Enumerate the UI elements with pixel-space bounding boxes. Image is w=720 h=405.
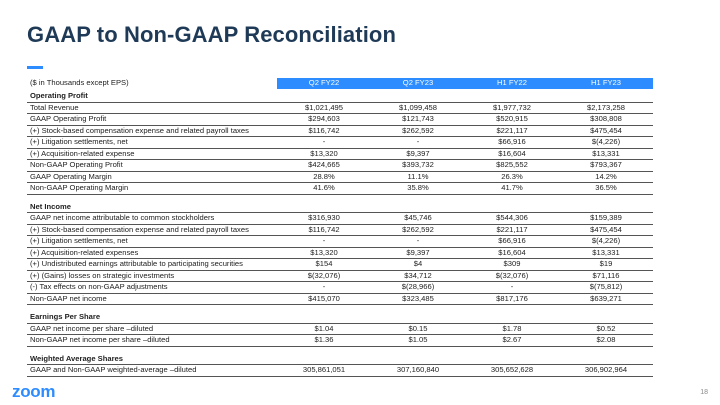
row-value: $309 <box>465 259 559 271</box>
row-value: $415,070 <box>277 293 371 305</box>
row-value: $793,367 <box>559 160 653 172</box>
column-header: Q2 FY23 <box>371 78 465 89</box>
row-value: 28.8% <box>277 171 371 183</box>
table-row <box>27 137 653 149</box>
column-header: Q2 FY22 <box>277 78 371 89</box>
table-row <box>27 102 653 114</box>
table-row <box>27 148 653 160</box>
row-value: $116,742 <box>277 125 371 137</box>
row-value: $(4,226) <box>559 236 653 248</box>
row-label: Non-GAAP Operating Profit <box>27 160 277 172</box>
row-value: - <box>371 137 465 149</box>
row-value: - <box>371 236 465 248</box>
row-value: $0.15 <box>371 323 465 335</box>
row-value: 26.3% <box>465 171 559 183</box>
row-label: (+) (Gains) losses on strategic investments <box>27 270 277 282</box>
row-label: (+) Litigation settlements, net <box>27 236 277 248</box>
row-label: Total Revenue <box>27 102 277 114</box>
row-value: $16,604 <box>465 247 559 259</box>
row-value: $221,117 <box>465 224 559 236</box>
row-label: GAAP and Non-GAAP weighted-average –diluted <box>27 365 277 377</box>
row-value: $71,116 <box>559 270 653 282</box>
row-value: $1,977,732 <box>465 102 559 114</box>
title-accent-rule <box>27 66 43 69</box>
table-row <box>27 171 653 183</box>
table-row <box>27 183 653 195</box>
row-value: $1,021,495 <box>277 102 371 114</box>
row-value: $639,271 <box>559 293 653 305</box>
row-label: Non-GAAP net income per share –diluted <box>27 335 277 347</box>
row-label: Non-GAAP Operating Margin <box>27 183 277 195</box>
row-value: 36.5% <box>559 183 653 195</box>
row-value: $393,732 <box>371 160 465 172</box>
row-value: $520,915 <box>465 114 559 126</box>
row-value: $1,099,458 <box>371 102 465 114</box>
row-value: $(75,812) <box>559 282 653 294</box>
table-row <box>27 365 653 377</box>
row-value: $0.52 <box>559 323 653 335</box>
row-value: $262,592 <box>371 224 465 236</box>
row-value: 41.7% <box>465 183 559 195</box>
row-label: (+) Stock-based compensation expense and related payroll taxes <box>27 125 277 137</box>
zoom-logo: zoom <box>12 382 56 401</box>
row-value: - <box>277 137 371 149</box>
table-row <box>27 282 653 294</box>
row-value: $159,389 <box>559 213 653 225</box>
row-value: 305,861,051 <box>277 365 371 377</box>
table-row <box>27 160 653 172</box>
row-value: $262,592 <box>371 125 465 137</box>
row-value: $9,397 <box>371 247 465 259</box>
table-row <box>27 125 653 137</box>
row-value: 305,652,628 <box>465 365 559 377</box>
row-label: (+) Stock-based compensation expense and related payroll taxes <box>27 224 277 236</box>
row-value: $475,454 <box>559 224 653 236</box>
row-value: $221,117 <box>465 125 559 137</box>
section-heading: Weighted Average Shares <box>27 352 653 365</box>
row-value: $(28,966) <box>371 282 465 294</box>
reconciliation-table-container <box>27 78 653 377</box>
row-value: $13,320 <box>277 247 371 259</box>
row-value: $323,485 <box>371 293 465 305</box>
table-row <box>27 247 653 259</box>
row-value: $2.67 <box>465 335 559 347</box>
table-row <box>27 224 653 236</box>
row-value: $19 <box>559 259 653 271</box>
section-heading: Earnings Per Share <box>27 310 653 323</box>
row-value: $4 <box>371 259 465 271</box>
row-value: $45,746 <box>371 213 465 225</box>
row-value: $316,930 <box>277 213 371 225</box>
row-value: 307,160,840 <box>371 365 465 377</box>
row-value: - <box>277 282 371 294</box>
reconciliation-table <box>27 78 653 377</box>
table-header-row <box>27 78 653 89</box>
page-title: GAAP to Non-GAAP Reconciliation <box>27 22 396 47</box>
units-label: ($ in Thousands except EPS) <box>27 78 277 89</box>
table-row <box>27 236 653 248</box>
row-value: 35.8% <box>371 183 465 195</box>
table-row <box>27 323 653 335</box>
table-row <box>27 213 653 225</box>
row-value: $1.04 <box>277 323 371 335</box>
section-heading-row <box>27 352 653 365</box>
row-label: (+) Undistributed earnings attributable to participating securities <box>27 259 277 271</box>
row-value: $16,604 <box>465 148 559 160</box>
row-value: $2,173,258 <box>559 102 653 114</box>
row-value: $308,808 <box>559 114 653 126</box>
row-label: (+) Litigation settlements, net <box>27 137 277 149</box>
row-label: (+) Acquisition-related expenses <box>27 247 277 259</box>
row-value: $66,916 <box>465 236 559 248</box>
row-value: $13,320 <box>277 148 371 160</box>
table-body <box>27 89 653 376</box>
row-label: (-) Tax effects on non-GAAP adjustments <box>27 282 277 294</box>
column-header: H1 FY23 <box>559 78 653 89</box>
row-value: $(4,226) <box>559 137 653 149</box>
row-value: 41.6% <box>277 183 371 195</box>
row-value: $13,331 <box>559 247 653 259</box>
section-heading-row <box>27 89 653 102</box>
row-value: $121,743 <box>371 114 465 126</box>
table-row <box>27 270 653 282</box>
table-row <box>27 293 653 305</box>
row-label: GAAP net income per share –diluted <box>27 323 277 335</box>
row-value: $13,331 <box>559 148 653 160</box>
section-heading: Net Income <box>27 200 653 213</box>
row-value: $(32,076) <box>465 270 559 282</box>
row-value: $475,454 <box>559 125 653 137</box>
row-value: $116,742 <box>277 224 371 236</box>
section-heading-row <box>27 200 653 213</box>
row-value: $2.08 <box>559 335 653 347</box>
row-value: - <box>277 236 371 248</box>
row-label: Non-GAAP net income <box>27 293 277 305</box>
row-label: GAAP net income attributable to common stockholders <box>27 213 277 225</box>
row-value: $544,306 <box>465 213 559 225</box>
row-value: $1.78 <box>465 323 559 335</box>
table-row <box>27 114 653 126</box>
row-label: GAAP Operating Profit <box>27 114 277 126</box>
row-value: $34,712 <box>371 270 465 282</box>
row-value: 14.2% <box>559 171 653 183</box>
row-value: 306,902,964 <box>559 365 653 377</box>
row-value: $424,665 <box>277 160 371 172</box>
section-heading-row <box>27 310 653 323</box>
row-value: $(32,076) <box>277 270 371 282</box>
row-value: $66,916 <box>465 137 559 149</box>
table-row <box>27 335 653 347</box>
row-value: $1.05 <box>371 335 465 347</box>
section-heading: Operating Profit <box>27 89 653 102</box>
table-row <box>27 259 653 271</box>
row-value: $294,603 <box>277 114 371 126</box>
row-value: $1.36 <box>277 335 371 347</box>
row-value: $154 <box>277 259 371 271</box>
row-value: $9,397 <box>371 148 465 160</box>
row-value: $817,176 <box>465 293 559 305</box>
row-value: 11.1% <box>371 171 465 183</box>
row-label: GAAP Operating Margin <box>27 171 277 183</box>
column-header: H1 FY22 <box>465 78 559 89</box>
row-value: $825,552 <box>465 160 559 172</box>
page-number: 18 <box>700 389 708 396</box>
row-label: (+) Acquisition-related expense <box>27 148 277 160</box>
row-value: - <box>465 282 559 294</box>
